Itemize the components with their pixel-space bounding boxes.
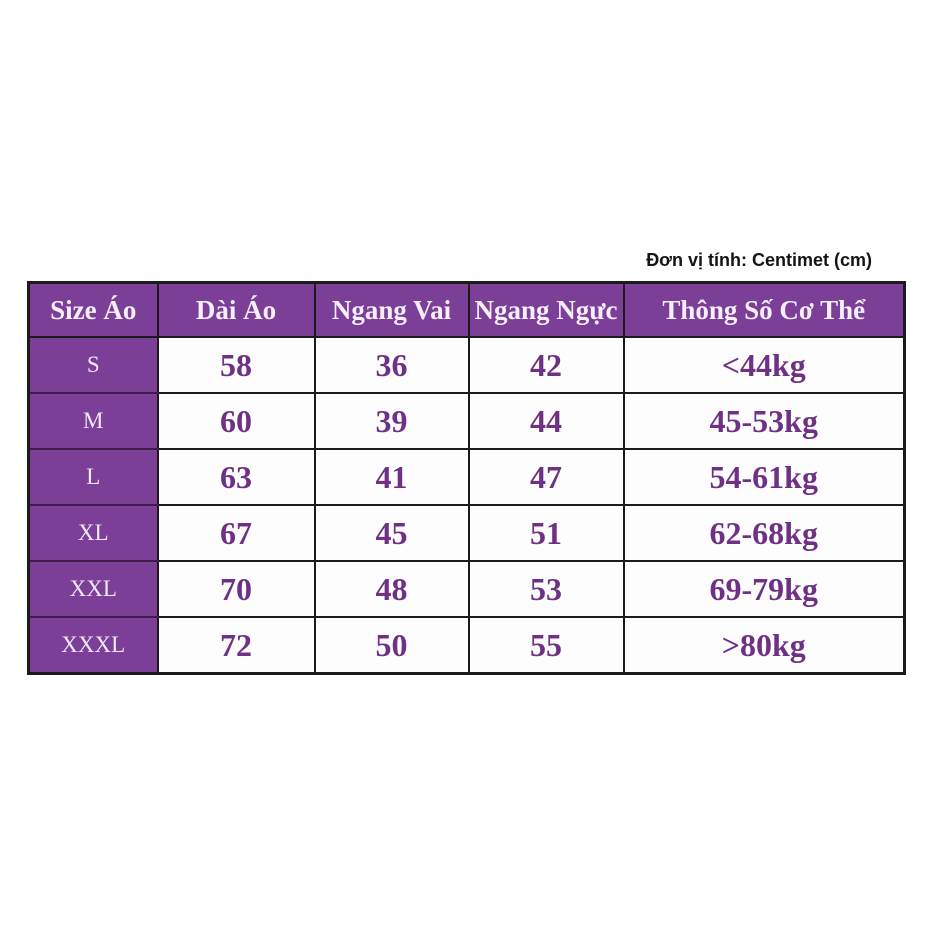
table-row-l [29, 449, 905, 505]
value-cell: 36 [315, 337, 469, 393]
value-cell: 39 [315, 393, 469, 449]
value-cell: 53 [469, 561, 624, 617]
table-row-m [29, 393, 905, 449]
value-cell: 44 [469, 393, 624, 449]
size-cell: XXL [29, 561, 158, 617]
value-cell: 63 [158, 449, 315, 505]
size-cell: XXXL [29, 617, 158, 674]
value-cell: 50 [315, 617, 469, 674]
value-cell: >80kg [624, 617, 905, 674]
value-cell: 67 [158, 505, 315, 561]
value-cell: 48 [315, 561, 469, 617]
value-cell: 45-53kg [624, 393, 905, 449]
header-cell-ngang-vai: Ngang Vai [315, 283, 469, 338]
value-cell: 45 [315, 505, 469, 561]
table-row-s [29, 337, 905, 393]
table-row-xxl [29, 561, 905, 617]
size-cell: XL [29, 505, 158, 561]
value-cell: 69-79kg [624, 561, 905, 617]
value-cell: 62-68kg [624, 505, 905, 561]
table-row-xxxl [29, 617, 905, 674]
value-cell: 70 [158, 561, 315, 617]
value-cell: 42 [469, 337, 624, 393]
value-cell: 58 [158, 337, 315, 393]
value-cell: 54-61kg [624, 449, 905, 505]
header-cell-size-ao: Size Áo [29, 283, 158, 338]
size-cell: S [29, 337, 158, 393]
size-cell: L [29, 449, 158, 505]
value-cell: 51 [469, 505, 624, 561]
header-cell-ngang-nguc: Ngang Ngực [469, 283, 624, 338]
size-chart-table [27, 281, 906, 675]
value-cell: 72 [158, 617, 315, 674]
value-cell: 60 [158, 393, 315, 449]
value-cell: <44kg [624, 337, 905, 393]
header-cell-dai-ao: Dài Áo [158, 283, 315, 338]
table-row-xl [29, 505, 905, 561]
unit-note: Đơn vị tính: Centimet (cm) [646, 250, 872, 270]
value-cell: 47 [469, 449, 624, 505]
header-cell-thong-so-co-the: Thông Số Cơ Thể [624, 283, 905, 338]
header-row [29, 283, 905, 338]
size-cell: M [29, 393, 158, 449]
value-cell: 41 [315, 449, 469, 505]
value-cell: 55 [469, 617, 624, 674]
